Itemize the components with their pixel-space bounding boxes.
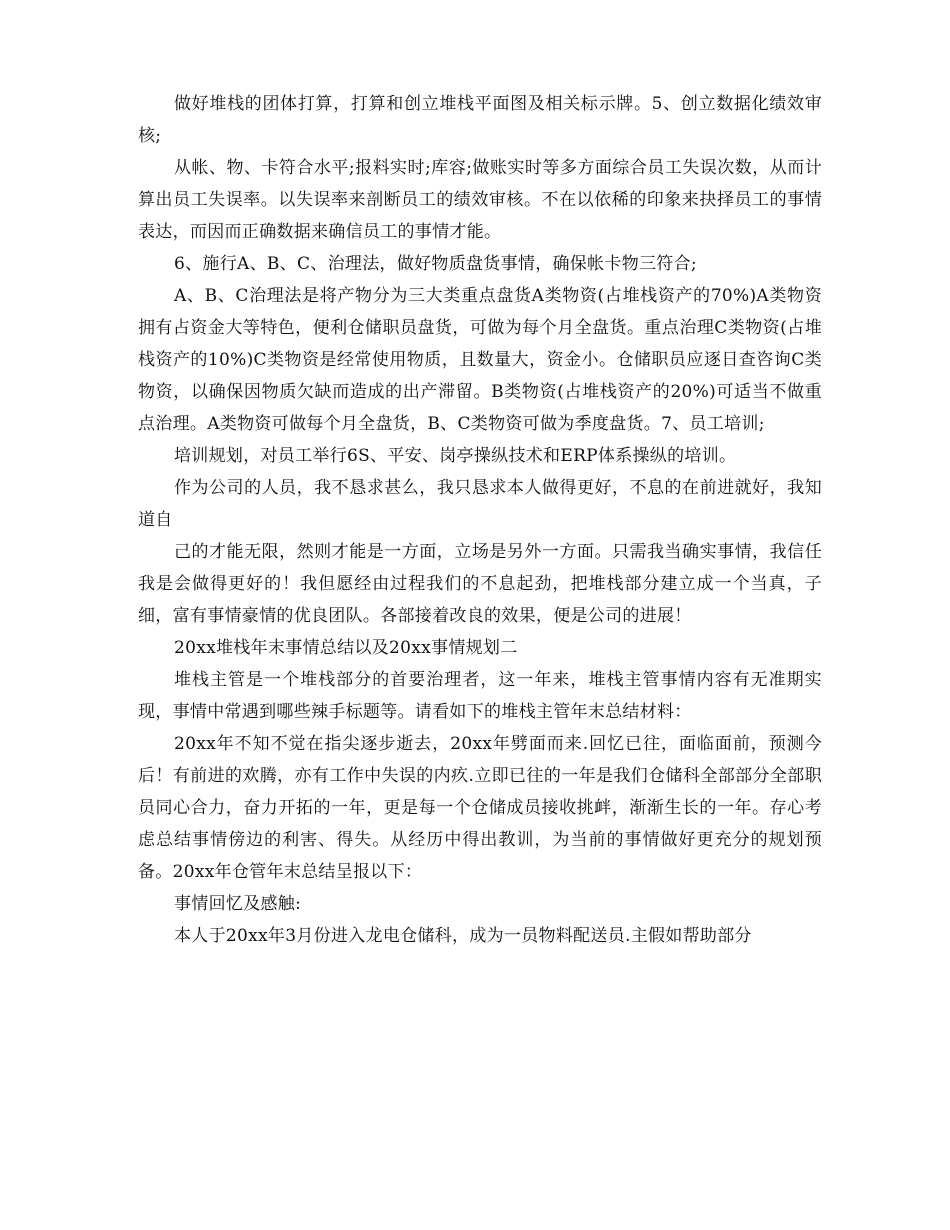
- paragraph-5: 培训规划，对员工举行6S、平安、岗亭操纵技术和ERP体系操纵的培训。: [174, 446, 737, 466]
- document-page: [138, 88, 822, 952]
- paragraph-12: 本人于20xx年3月份进入龙电仓储科，成为一员物料配送员.主假如帮助部分: [174, 926, 752, 946]
- paragraph-1: 做好堆栈的团体打算，打算和创立堆栈平面图及相关标示牌。5、创立数据化绩效审核;: [138, 94, 822, 146]
- paragraph-4: A、B、C治理法是将产物分为三大类重点盘货A类物资(占堆栈资产的70%)A类物资拥有占资金大等特色，便利仓储职员盘货，可做为每个月全盘货。重点治理C类物资(占堆栈资产的10%)C类物资是经常使用物质，且数量大，资金小。仓储职员应逐日查咨询C类物资，以确保因物质欠缺而造成的出产滞留。B类物资(占堆栈资产的20%)可适当不做重点治理。A类物资可做每个月全盘货，B、C类物资可做为季度盘货。7、员工培训;: [138, 286, 822, 434]
- paragraph-10: 20xx年不知不觉在指尖逐步逝去，20xx年劈面而来.回忆已往，面临面前，预测今后！有前进的欢腾，亦有工作中失误的内疚.立即已往的一年是我们仓储科全部部分全部职员同心合力，奋力开拓的一年，更是每一个仓储成员接收挑衅，渐渐生长的一年。存心考虑总结事情傍边的利害、得失。从经历中得出教训，为当前的事情做好更充分的规划预备。20xx年仓管年末总结呈报以下：: [138, 734, 822, 882]
- section-heading: 20xx堆栈年末事情总结以及20xx事情规划二: [174, 638, 518, 658]
- paragraph-2: 从帐、物、卡符合水平;报料实时;库容;做账实时等多方面综合员工失误次数，从而计算出员工失误率。以失误率来剖断员工的绩效审核。不在以依稀的印象来抉择员工的事情表达，而因而正确数据来确信员工的事情才能。: [138, 158, 822, 242]
- paragraph-3: 6、施行A、B、C、治理法，做好物质盘货事情，确保帐卡物三符合;: [174, 254, 697, 274]
- paragraph-6: 作为公司的人员，我不恳求甚么，我只恳求本人做得更好，不息的在前进就好，我知道自: [138, 478, 822, 530]
- paragraph-9: 堆栈主管是一个堆栈部分的首要治理者，这一年来，堆栈主管事情内容有无准期实现，事情中常遇到哪些辣手标题等。请看如下的堆栈主管年末总结材料：: [138, 670, 822, 722]
- paragraph-7: 己的才能无限，然则才能是一方面，立场是另外一方面。只需我当确实事情，我信任我是会做得更好的！我但愿经由过程我们的不息起劲，把堆栈部分建立成一个当真，子细，富有事情豪情的优良团队。各部接着改良的效果，便是公司的进展！: [138, 542, 822, 626]
- subsection-heading: 事情回忆及感触:: [174, 894, 302, 914]
